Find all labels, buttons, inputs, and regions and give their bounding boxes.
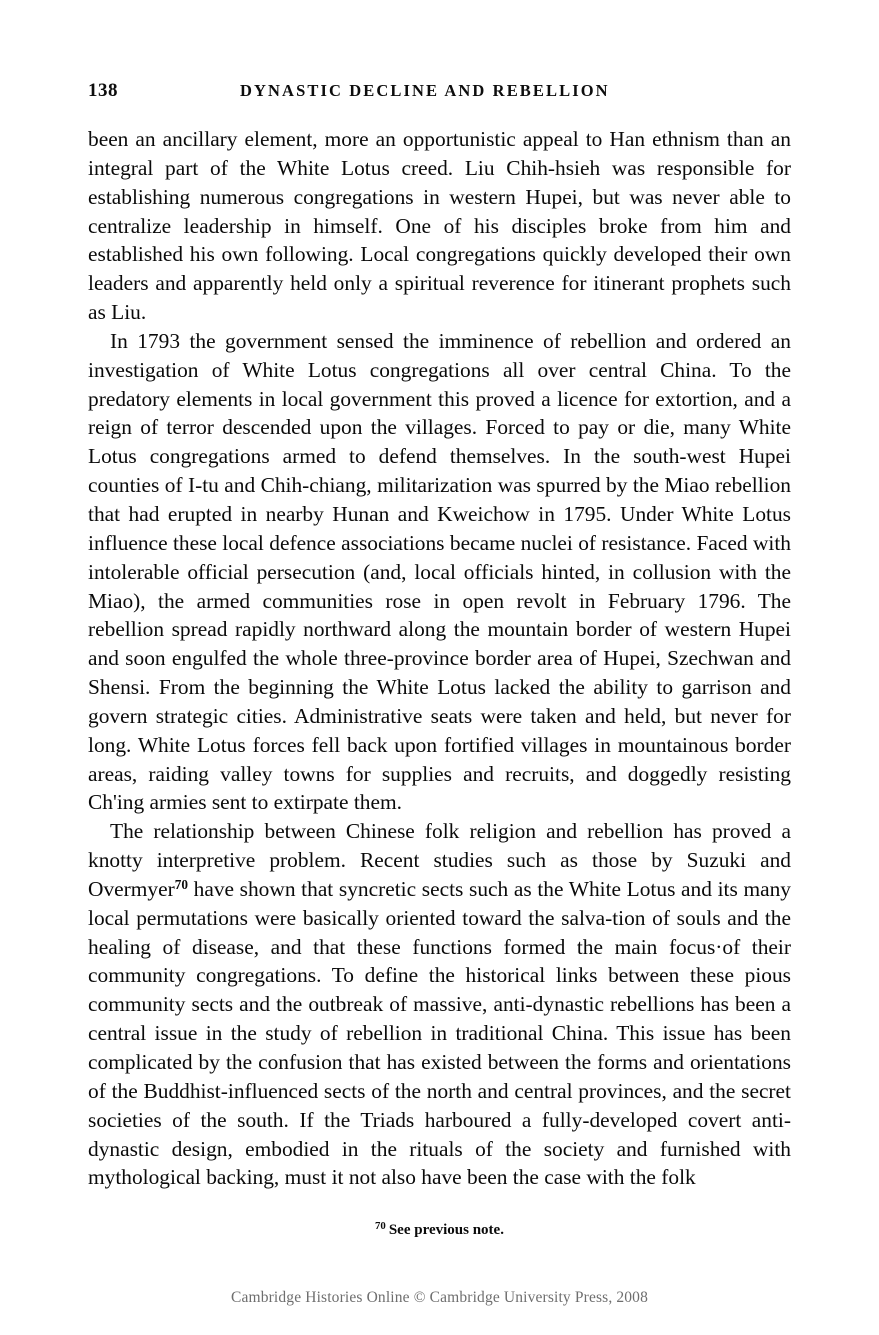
paragraph-1: been an ancillary element, more an opportunistic appeal to Han ethnism than an integral part of the White Lotus creed. Liu Chih-hsieh was responsible for establishing numerous congregations in western Hupei, but was never able to centralize leadership in himself. One of his disciples broke from him and established his own following. Local congregations quickly developed their own leaders and apparently held only a spiritual reverence for itinerant prophets such as Liu.: [88, 127, 791, 325]
publisher-footer: Cambridge Histories Online © Cambridge University Press, 2008: [231, 1289, 648, 1306]
footnote-70: [88, 1221, 791, 1240]
paragraph-3-text-before-note: The relationship between Chinese folk religion and rebellion has proved a knotty interpretive problem. Recent studies such as those by Suzuki and Overmyer: [88, 819, 791, 901]
footnote-reference-70[interactable]: 70: [174, 877, 188, 893]
paragraph-2: In 1793 the government sensed the imminence of rebellion and ordered an investigation of White Lotus congregations all over central China. To the predatory elements in local government this proved a licence for extortion, and a reign of terror descended upon the villages. Forced to pay or die, many White Lotus congregations armed to defend themselves. In the south-west Hupei counties of I-tu and Chih-chiang, militarization was spurred by the Miao rebellion that had erupted in nearby Hunan and Kweichow in 1795. Under White Lotus influence these local defence associations became nuclei of resistance. Faced with intolerable official persecution (and, local officials hinted, in collusion with the Miao), the armed communities rose in open revolt in February 1796. The rebellion spread rapidly northward along the mountain border of western Hupei and soon engulfed the whole three-province border area of Hupei, Szechwan and Shensi. From the beginning the White Lotus lacked the ability to garrison and govern strategic cities. Administrative seats were taken and held, but never for long. White Lotus forces fell back upon fortified villages in mountainous border areas, raiding valley towns for supplies and recruits, and doggedly resisting Ch'ing armies sent to extirpate them.: [88, 328, 791, 815]
footnote-text: See previous note.: [388, 1222, 504, 1238]
paragraph-3-text-after-note: have shown that syncretic sects such as the White Lotus and its many local permutations were basically oriented toward the salva-tion of souls and the healing of disease, and that these functions formed the main focus·of their community congregations. To define the historical links between these pious community sects and the outbreak of massive, anti-dynastic rebellions has been a central issue in the study of rebellion in traditional China. This issue has been complicated by the confusion that has existed between the forms and orientations of the Buddhist-influenced sects of the north and central provinces, and the secret societies of the south. If the Triads harboured a fully-developed covert anti-dynastic design, embodied in the rituals of the society and furnished with mythological backing, must it not also have been the case with the folk: [88, 876, 791, 1190]
body-text-block: [88, 125, 791, 1192]
paragraph-3: [88, 817, 791, 1192]
page-number: 138: [88, 80, 118, 101]
running-head-title: DYNASTIC DECLINE AND REBELLION: [240, 81, 610, 100]
footnote-marker: 70: [375, 1219, 386, 1232]
page-header: [88, 80, 790, 106]
